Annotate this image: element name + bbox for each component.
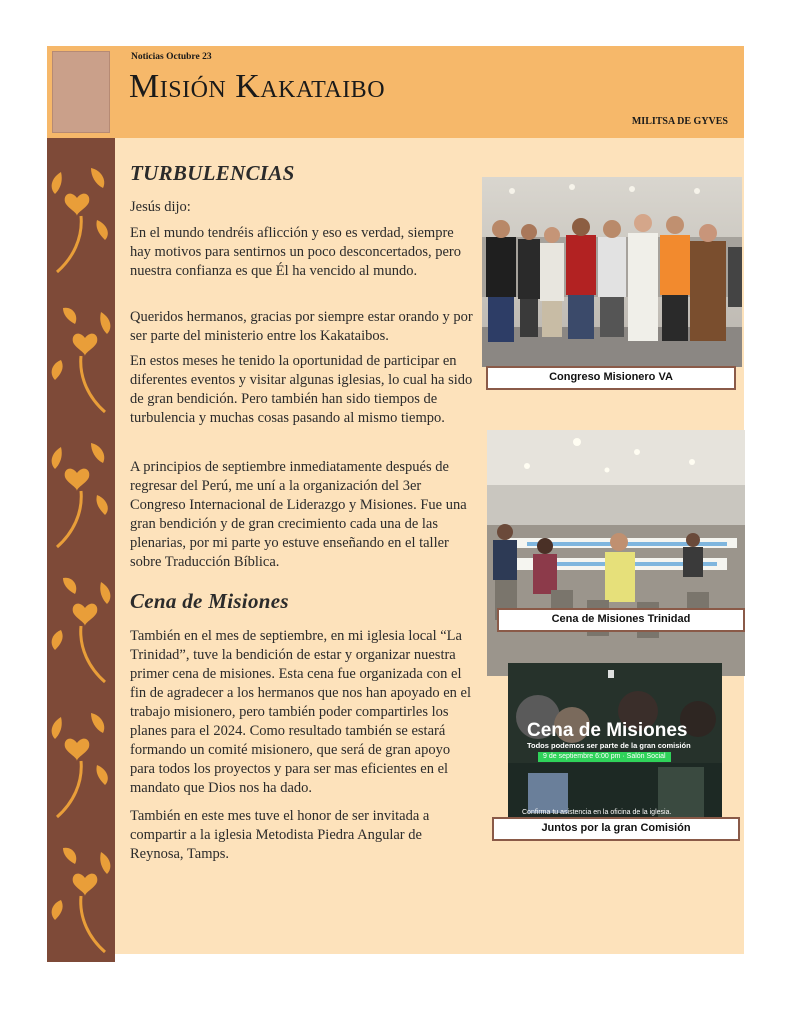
- sidebar-top-block: [47, 46, 115, 138]
- poster-subtitle: Todos podemos ser parte de la gran comisión: [527, 741, 691, 750]
- paragraph: A principios de septiembre inmediatamente después de regresar del Perú, me uní a la organización del 3er Congreso Internacional de Liderazgo y Misiones. Fue una gran bendición y de gran crecimiento cada una de las plenarias, por mi parte yo estuve enseñando en el taller sobre Traducción Bíblica.: [130, 459, 467, 570]
- photo-cena-trinidad: [487, 430, 745, 676]
- paragraph: En estos meses he tenido la oportunidad de participar en diferentes eventos y visitar algunas iglesias, lo cual ha sido de gran bendición. Pero también han sido tiempos de turbulencia y muchas cosas pasando al mismo tiempo.: [130, 353, 473, 426]
- author-name: MILITSA DE GYVES: [631, 116, 728, 127]
- photo-caption: Juntos por la gran Comisión: [492, 817, 740, 841]
- decorative-sidebar: [47, 46, 115, 962]
- group-photo-icon: [482, 177, 742, 367]
- newsletter-title: Misión Kakataibo: [129, 68, 386, 105]
- photo-caption: Cena de Misiones Trinidad: [497, 608, 745, 632]
- article-heading-turbulencias: TURBULENCIAS: [130, 161, 295, 185]
- poster-title: Cena de Misiones: [527, 720, 688, 741]
- photo-congreso: [482, 177, 742, 367]
- banquet-hall-photo-icon: [487, 430, 745, 676]
- paragraph: También en este mes tuve el honor de ser invitada a compartir a la iglesia Metodista Piedra Angular de Reynosa, Tamps.: [130, 808, 430, 862]
- sidebar-accent-square: [52, 51, 110, 133]
- photo-caption: Congreso Misionero VA: [486, 366, 736, 390]
- paragraph: En el mundo tendréis aflicción y eso es verdad, siempre hay motivos para sentirnos un poco desconcertados, pero nuestra confianza es que Él ha vencido al mundo.: [130, 225, 461, 279]
- paragraph: También en el mes de septiembre, en mi iglesia local “La Trinidad”, tuve la bendición de estar y organizar nuestra primer cena de misiones. Esta cena fue organizada con el fin de agradecer a los hermanos que nos han apoyado en el trabajo misionero, pero también poder compartirles los planes para el 2024. Como resultado también se estará formando un comité misionero, que será de gran apoyo para todos los proyectos y para ser mas eficientes en el mandato que Dios nos ha dado.: [130, 628, 472, 796]
- poster-note: Confirma tu asistencia en la oficina de la iglesia.: [522, 809, 672, 816]
- newsletter-header: [115, 46, 744, 138]
- issue-label: Noticias Octubre 23: [131, 52, 212, 62]
- poster-cena-de-misiones: [508, 663, 722, 821]
- paragraph: Queridos hermanos, gracias por siempre estar orando y por ser parte del ministerio entre los Kakataibos.: [130, 309, 473, 344]
- paragraph: Jesús dijo:: [130, 199, 191, 215]
- article-heading-cena: Cena de Misiones: [130, 589, 289, 613]
- poster-date-badge: 9 de septiembre 6:00 pm · Salón Social: [538, 752, 671, 762]
- floral-pattern-icon: [47, 138, 115, 962]
